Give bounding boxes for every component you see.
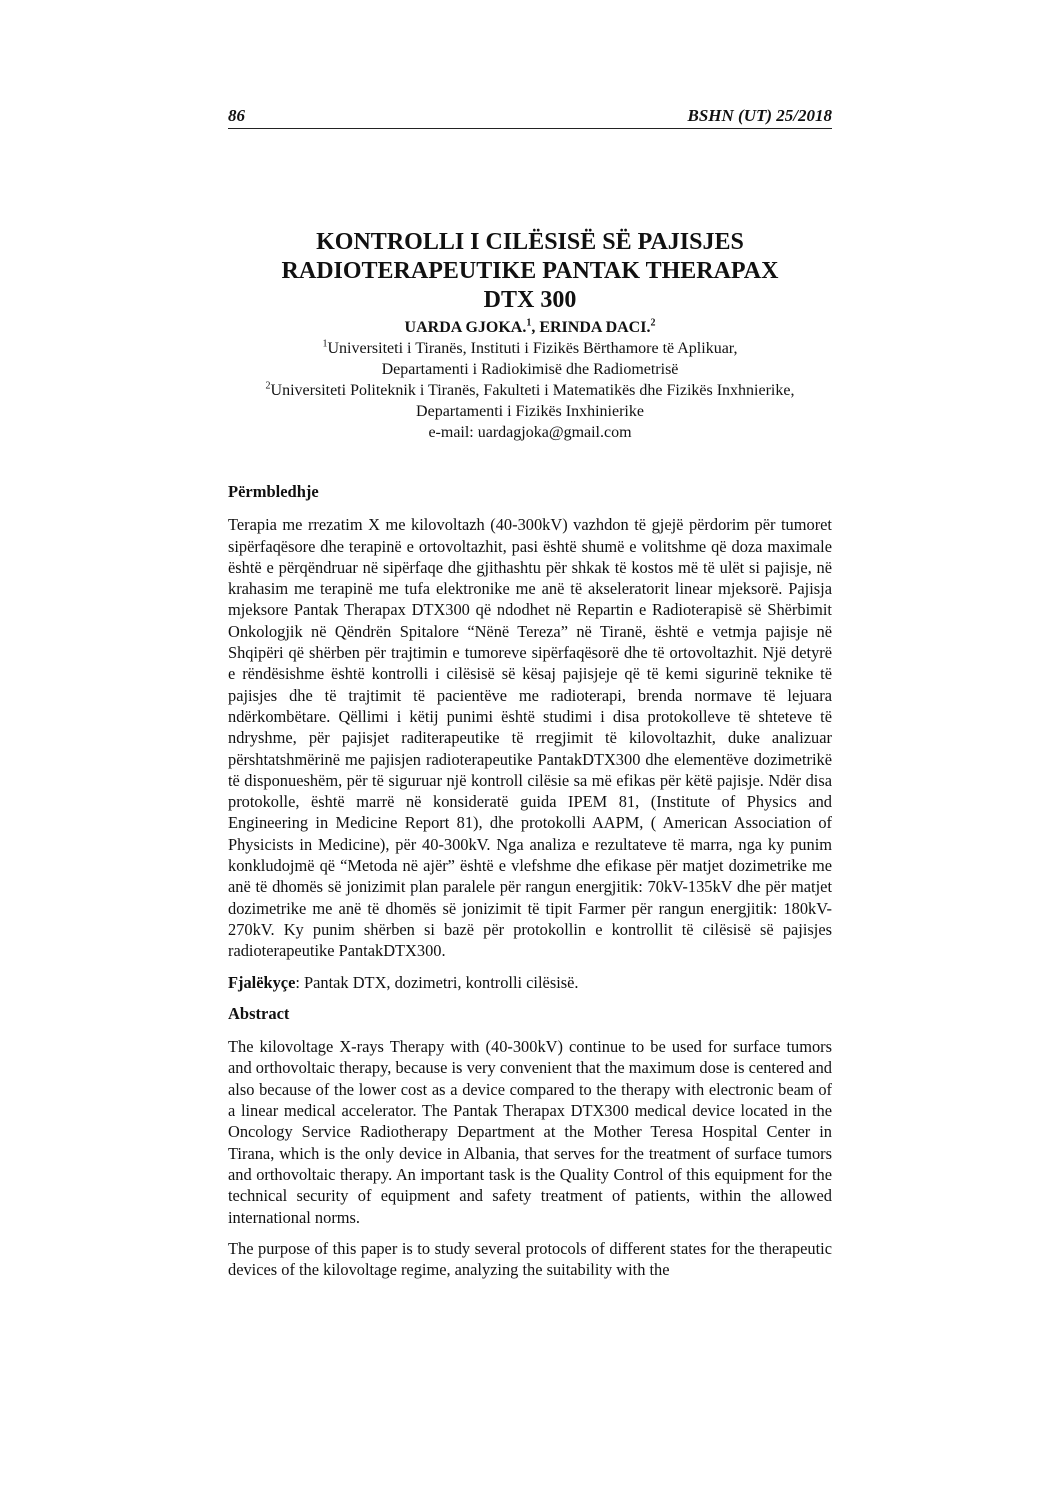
title-line-1: KONTROLLI I CILËSISË SË PAJISJES [316, 229, 744, 255]
author-separator: , [531, 319, 540, 336]
title-line-3: DTX 300 [483, 287, 577, 313]
affiliation-1 [228, 338, 832, 380]
author-1: UARDA GJOKA. [404, 319, 527, 336]
running-header [228, 106, 832, 129]
abstract-paragraph-2: The purpose of this paper is to study several protocols of different states for the therapeutic devices of the kilovoltage regime, analyzing the suitability with the [228, 1238, 832, 1280]
author-list [228, 317, 832, 338]
abstract-paragraph-1: The kilovoltage X-rays Therapy with (40-300kV) continue to be used for surface tumors and orthovoltaic therapy, because is very convenient that the maximum dose is centered and also because of the lower cost as a device compared to the therapy with electronic beam of a linear medical accelerator. The Pantak Therapax DTX300 medical device located in the Oncology Service Radiotherapy Department at the Mother Teresa Hospital Center in Tirana, which is the only device in Albania, that serves for the treatment of surface tumors and orthovoltaic therapy. An important task is the Quality Control of this equipment for the technical security of equipment and safety treatment of patients, within the allowed international norms. [228, 1037, 832, 1227]
paper-title [228, 228, 832, 315]
keywords-label: Fjalëkyçe [228, 972, 296, 992]
title-line-2: RADIOTERAPEUTIKE PANTAK THERAPAX [281, 258, 779, 284]
author-2-affiliation-mark: 2 [650, 317, 656, 329]
main-text [228, 481, 832, 1290]
title-block [228, 228, 832, 443]
affiliation-2-line-1: Universiteti Politeknik i Tiranës, Fakulteti i Matematikës dhe Fizikës Inxhnierike, [270, 382, 795, 399]
permbledhje-heading: Përmbledhje [228, 482, 319, 501]
page-number: 86 [228, 106, 245, 125]
affiliation-2-mark: 2 [265, 380, 271, 392]
contact-email: e-mail: uardagjoka@gmail.com [428, 424, 632, 441]
affiliation-1-line-1: Universiteti i Tiranës, Instituti i Fizikës Bërthamore të Aplikuar, [327, 340, 738, 357]
keywords-text: : Pantak DTX, dozimetri, kontrolli cilësisë. [295, 972, 579, 992]
affiliation-1-line-2: Departamenti i Radiokimisë dhe Radiometrisë [381, 361, 679, 378]
author-2: ERINDA DACI. [539, 319, 651, 336]
author-1-affiliation-mark: 1 [526, 317, 532, 329]
keywords-line [228, 972, 832, 993]
journal-reference: BSHN (UT) 25/2018 [687, 106, 832, 125]
affiliation-2-line-2: Departamenti i Fizikës Inxhinierike [416, 403, 644, 420]
permbledhje-paragraph: Terapia me rrezatim X me kilovoltazh (40-300kV) vazhdon të gjejë përdorim për tumoret sipërfaqësore dhe terapinë e ortovoltazhit, pasi është shumë e volitshme që doza maximale është e përqëndruar në sipërfaqe dhe gjithashtu për shkak të kostos më të ulët si pajisje, në krahasim me terapinë me tufa elektronike me anë të akseleratorit linear mjeksorë. Pajisja mjeksore Pantak Therapax DTX300 që ndodhet në Repartin e Radioterapisë së Shërbimit Onkologjik në Qëndrën Spitalore “Nënë Tereza” në Tiranë, është e vetmja pajisje në Shqipëri që shërben për trajtimin e tumoreve sipërfaqësorë dhe të ortovoltazhit. Një detyrë e rëndësishme është kontrolli i cilësisë së kësaj pajisjeje që të kemi sigurinë teknike të pajisjes dhe të trajtimit të pacientëve me radioterapi, brenda normave të lejuara ndërkombëtare. Qëllimi i këtij punimi është studimi i disa protokolleve të shteteve të ndryshme, për pajisjet raditerapeutike të rregjimit të kilovoltazhit, duke analizuar përshtatshmërinë me pajisjen radioterapeutike PantakDTX300 dhe elementëve dozimetrikë të disponueshëm, për të siguruar një kontroll cilësie sa më efikas për këtë pajisje. Ndër disa protokolle, është marrë në konsideratë guida IPEM 81, (Institute of Physics and Engineering in Medicine Report 81), dhe protokolli AAPM, ( American Association of Physicists in Medicine), për 40-300kV. Nga analiza e rezultateve të marra, nga ky punim konkludojmë që “Metoda në ajër” është e vlefshme dhe efikase për matjet dozimetrike me anë të dhomës së jonizimit plan paralele për rangun energjitik: 70kV-135kV dhe për matjet dozimetrike me anë të dhomës së jonizimit të tipit Farmer për rangun energjitik: 180kV-270kV. Ky punim shërben si bazë për protokollin e kontrollit të cilësisë së pajisjes radioterapeutike PantakDTX300. [228, 515, 832, 961]
affiliation-1-mark: 1 [322, 338, 328, 350]
affiliation-2 [228, 380, 832, 422]
abstract-heading: Abstract [228, 1003, 290, 1023]
